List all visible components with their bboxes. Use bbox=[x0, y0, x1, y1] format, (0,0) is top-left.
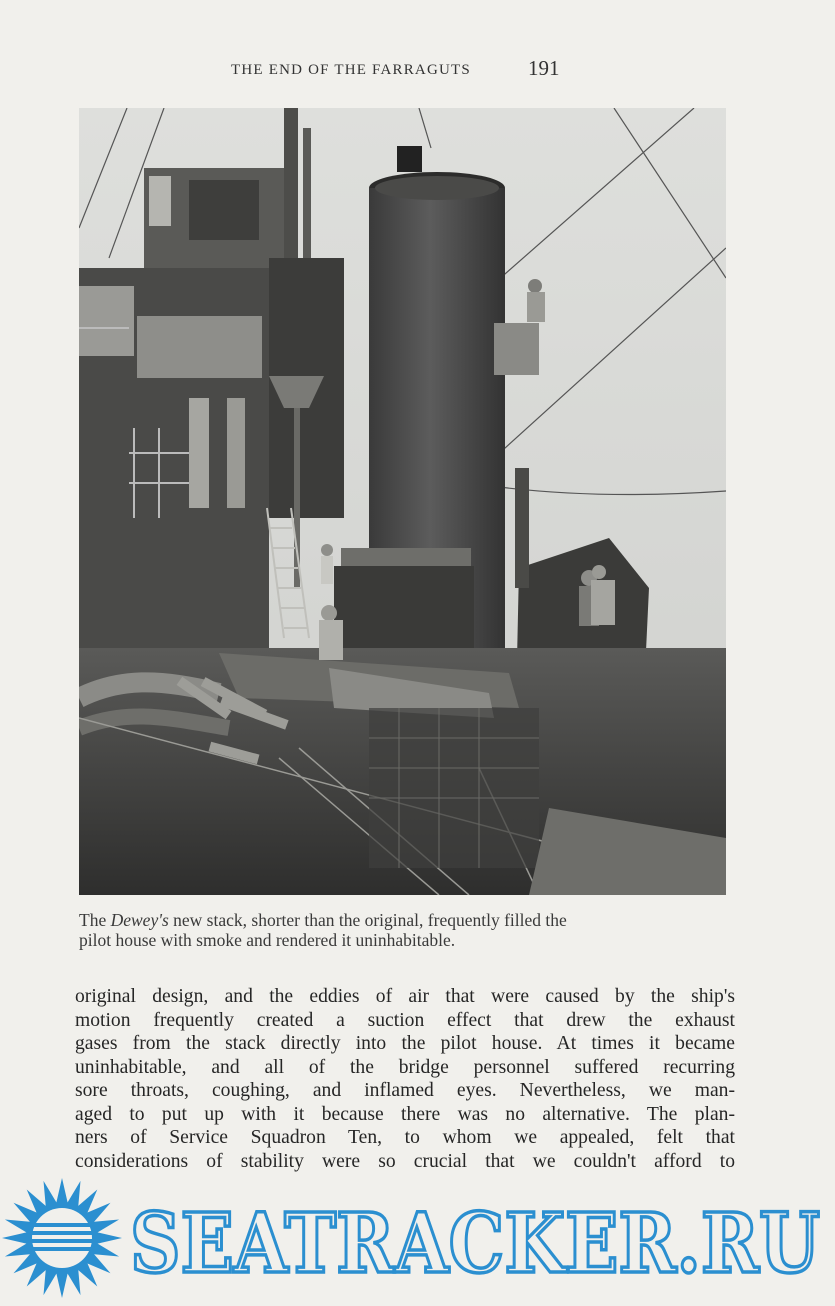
ship-photograph bbox=[79, 108, 726, 895]
body-line: original design, and the eddies of air that were caused by the ship's bbox=[75, 986, 735, 1007]
sun-burst-icon bbox=[2, 1178, 122, 1298]
warship-deck-photo bbox=[79, 108, 726, 895]
running-title: THE END OF THE FARRAGUTS bbox=[231, 62, 471, 78]
body-text bbox=[75, 985, 735, 1173]
caption-ship-name: Dewey's bbox=[110, 910, 169, 930]
caption-line-1 bbox=[79, 910, 739, 930]
page-number: 191 bbox=[528, 56, 560, 80]
watermark bbox=[0, 1176, 835, 1301]
running-head bbox=[0, 56, 835, 86]
watermark-text: SEATRACKER.RU bbox=[130, 1196, 820, 1292]
body-line: motion frequently created a suction effect that drew the exhaust bbox=[75, 1009, 735, 1031]
caption-line-1-rest: new stack, shorter than the original, frequently filled the bbox=[168, 910, 567, 930]
body-line: aged to put up with it because there was no alternative. The plan- bbox=[75, 1103, 735, 1125]
body-line: gases from the stack directly into the pilot house. At times it became bbox=[75, 1033, 735, 1054]
body-line: ners of Service Squadron Ten, to whom we appealed, felt that bbox=[75, 1127, 735, 1148]
caption-prefix: The bbox=[79, 910, 111, 930]
body-line: considerations of stability were so crucial that we couldn't afford to bbox=[75, 1150, 735, 1172]
body-line: uninhabitable, and all of the bridge personnel suffered recurring bbox=[75, 1056, 735, 1078]
body-line: sore throats, coughing, and inflamed eyes. Nevertheless, we man- bbox=[75, 1080, 735, 1101]
photo-caption bbox=[79, 910, 739, 950]
caption-line-2: pilot house with smoke and rendered it uninhabitable. bbox=[79, 930, 456, 950]
